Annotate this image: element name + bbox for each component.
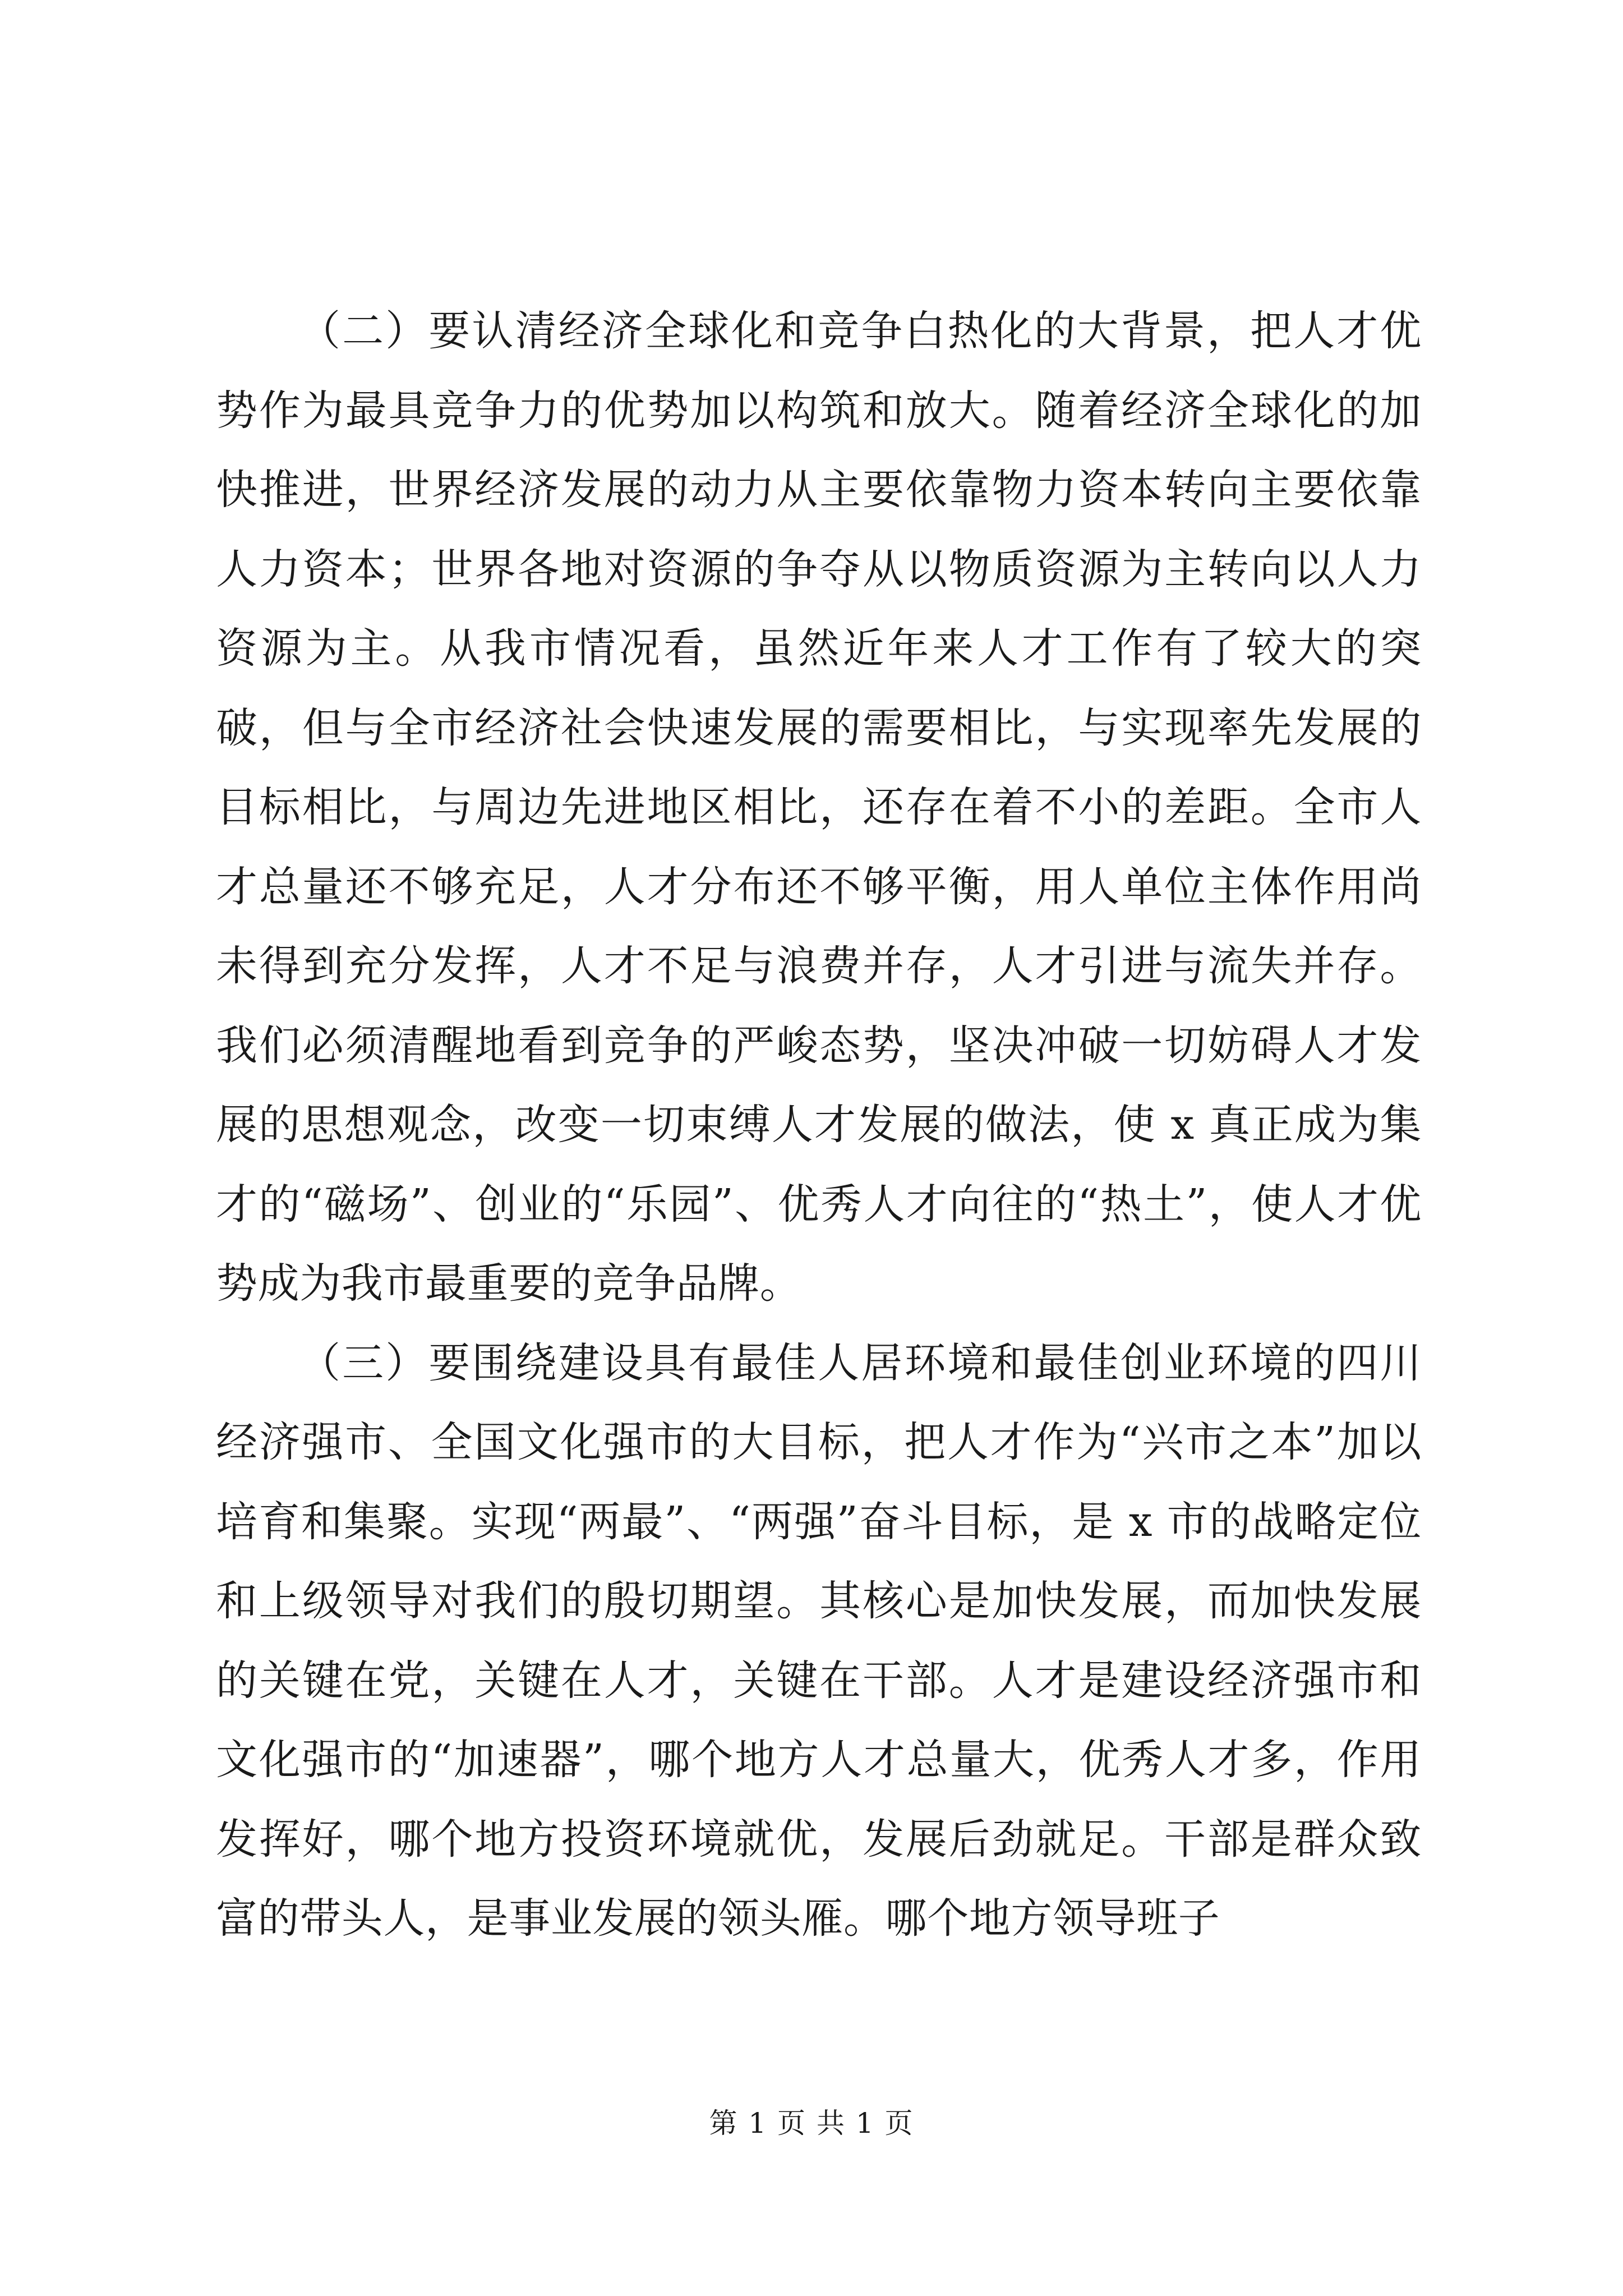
paragraph-section-two: （二）要认清经济全球化和竞争白热化的大背景，把人才优势作为最具竞争力的优势加以构筑和放大。随着经济全球化的加快推进，世界经济发展的动力从主要依靠物力资本转向主要依靠人力资本；世界各地对资源的争夺从以物质资源为主转向以人力资源为主。从我市情况看，虽然近年来人才工作有了较大的突破，但与全市经济社会快速发展的需要相比，与实现率先发展的目标相比，与周边先进地区相比，还存在着不小的差距。全市人才总量还不够充足，人才分布还不够平衡，用人单位主体作用尚未得到充分发挥，人才不足与浪费并存，人才引进与流失并存。我们必须清醒地看到竞争的严峻态势，坚决冲破一切妨碍人才发展的思想观念，改变一切束缚人才发展的做法，使 x 真正成为集才的“磁场”、创业的“乐园”、优秀人才向往的“热土”，使人才优势成为我市最重要的竞争品牌。 — [216, 307, 1422, 1308]
document-body — [216, 292, 1422, 1959]
page-number-footer: 第 1 页 共 1 页 — [709, 2107, 914, 2139]
paragraph-section-three: （三）要围绕建设具有最佳人居环境和最佳创业环境的四川经济强市、全国文化强市的大目标，把人才作为“兴市之本”加以培育和集聚。实现“两最”、“两强”奋斗目标，是 x 市的战略定位和上级领导对我们的殷切期望。其核心是加快发展，而加快发展的关键在党，关键在人才，关键在干部。人才是建设经济强市和文化强市的“加速器”，哪个地方人才总量大，优秀人才多，作用发挥好，哪个地方投资环境就优，发展后劲就足。干部是群众致富的带头人，是事业发展的领头雁。哪个地方领导班子 — [216, 1338, 1422, 1943]
